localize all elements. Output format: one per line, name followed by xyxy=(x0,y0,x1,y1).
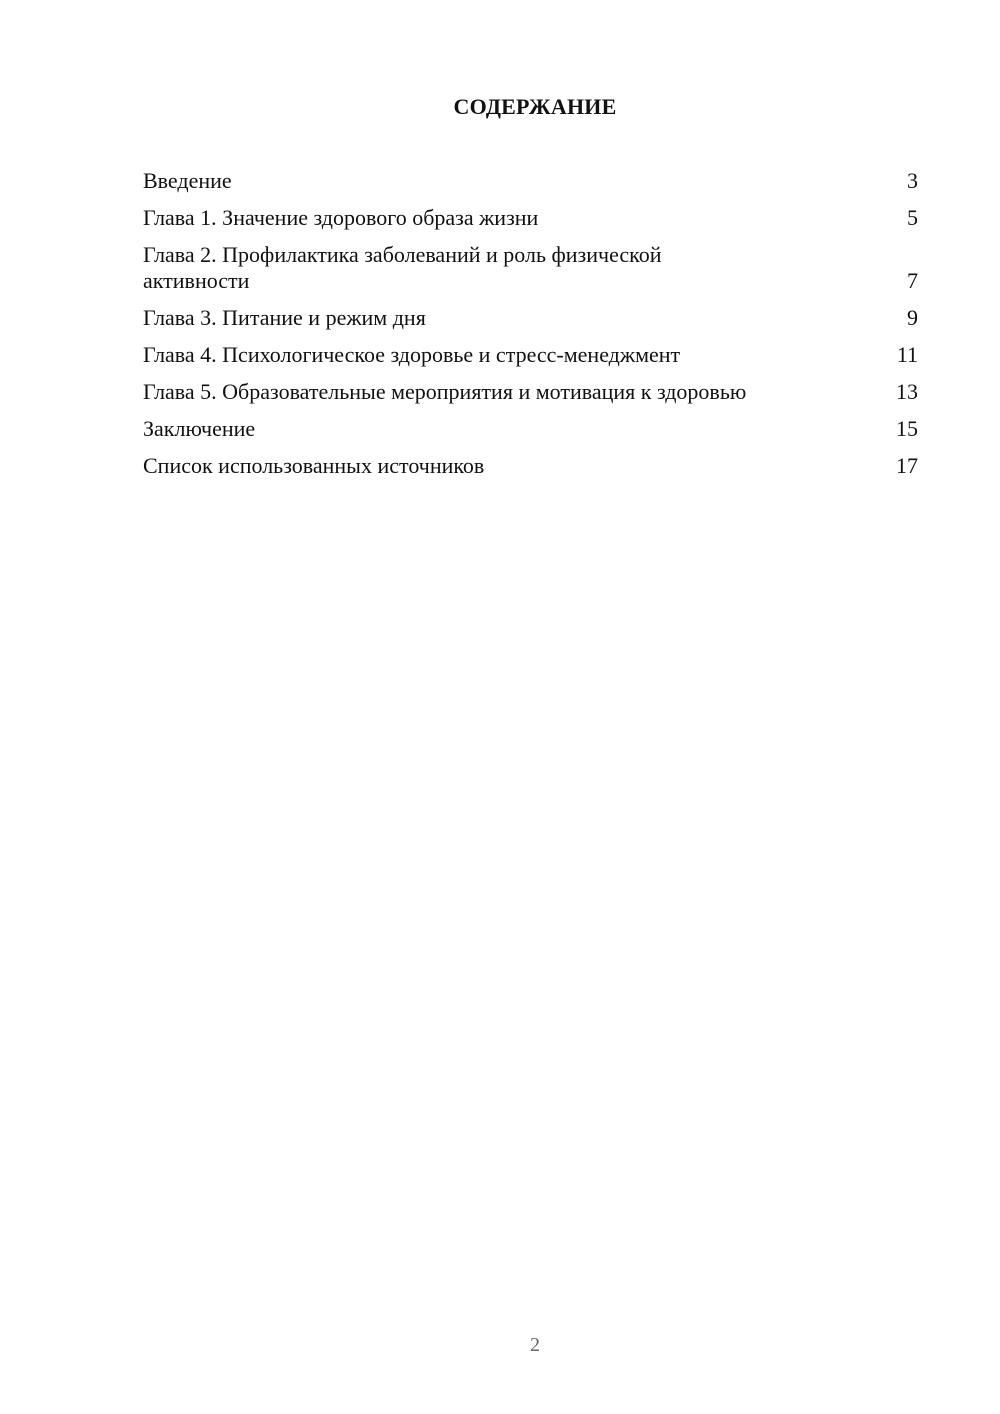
toc-entry-page: 3 xyxy=(907,168,918,193)
toc-entry-text: Введение xyxy=(143,168,232,193)
toc-entry-text: Список использованных источников xyxy=(143,453,485,478)
toc-entry-chapter-5 xyxy=(143,379,918,405)
toc-entry-text: Глава 2. Профилактика заболеваний и роль физической активности xyxy=(143,242,662,293)
toc-entry-page: 7 xyxy=(907,268,918,293)
toc-entry-chapter-2 xyxy=(143,242,918,294)
toc-entry-page: 13 xyxy=(896,379,918,404)
toc-title: СОДЕРЖАНИЕ xyxy=(453,94,617,119)
toc-entry-page: 17 xyxy=(896,453,918,478)
toc-entry-page: 15 xyxy=(896,416,918,441)
toc-entry-page: 11 xyxy=(896,342,918,367)
toc-entry-references xyxy=(143,453,918,479)
toc-entry-text: Глава 3. Питание и режим дня xyxy=(143,305,426,330)
toc-entry-chapter-1 xyxy=(143,205,918,231)
toc-entry-introduction xyxy=(143,168,918,194)
toc-entry-chapter-3 xyxy=(143,305,918,331)
toc-entry-conclusion xyxy=(143,416,918,442)
toc-entry-text: Заключение xyxy=(143,416,256,441)
toc-entry-chapter-4 xyxy=(143,342,918,368)
page-number: 2 xyxy=(530,1334,540,1356)
table-of-contents xyxy=(143,168,918,490)
toc-entry-page: 5 xyxy=(907,205,918,230)
toc-entry-page: 9 xyxy=(907,305,918,330)
toc-entry-text: Глава 5. Образовательные мероприятия и мотивация к здоровью xyxy=(143,379,747,404)
toc-entry-text: Глава 4. Психологическое здоровье и стресс-менеджмент xyxy=(143,342,681,367)
toc-entry-text: Глава 1. Значение здорового образа жизни xyxy=(143,205,539,230)
